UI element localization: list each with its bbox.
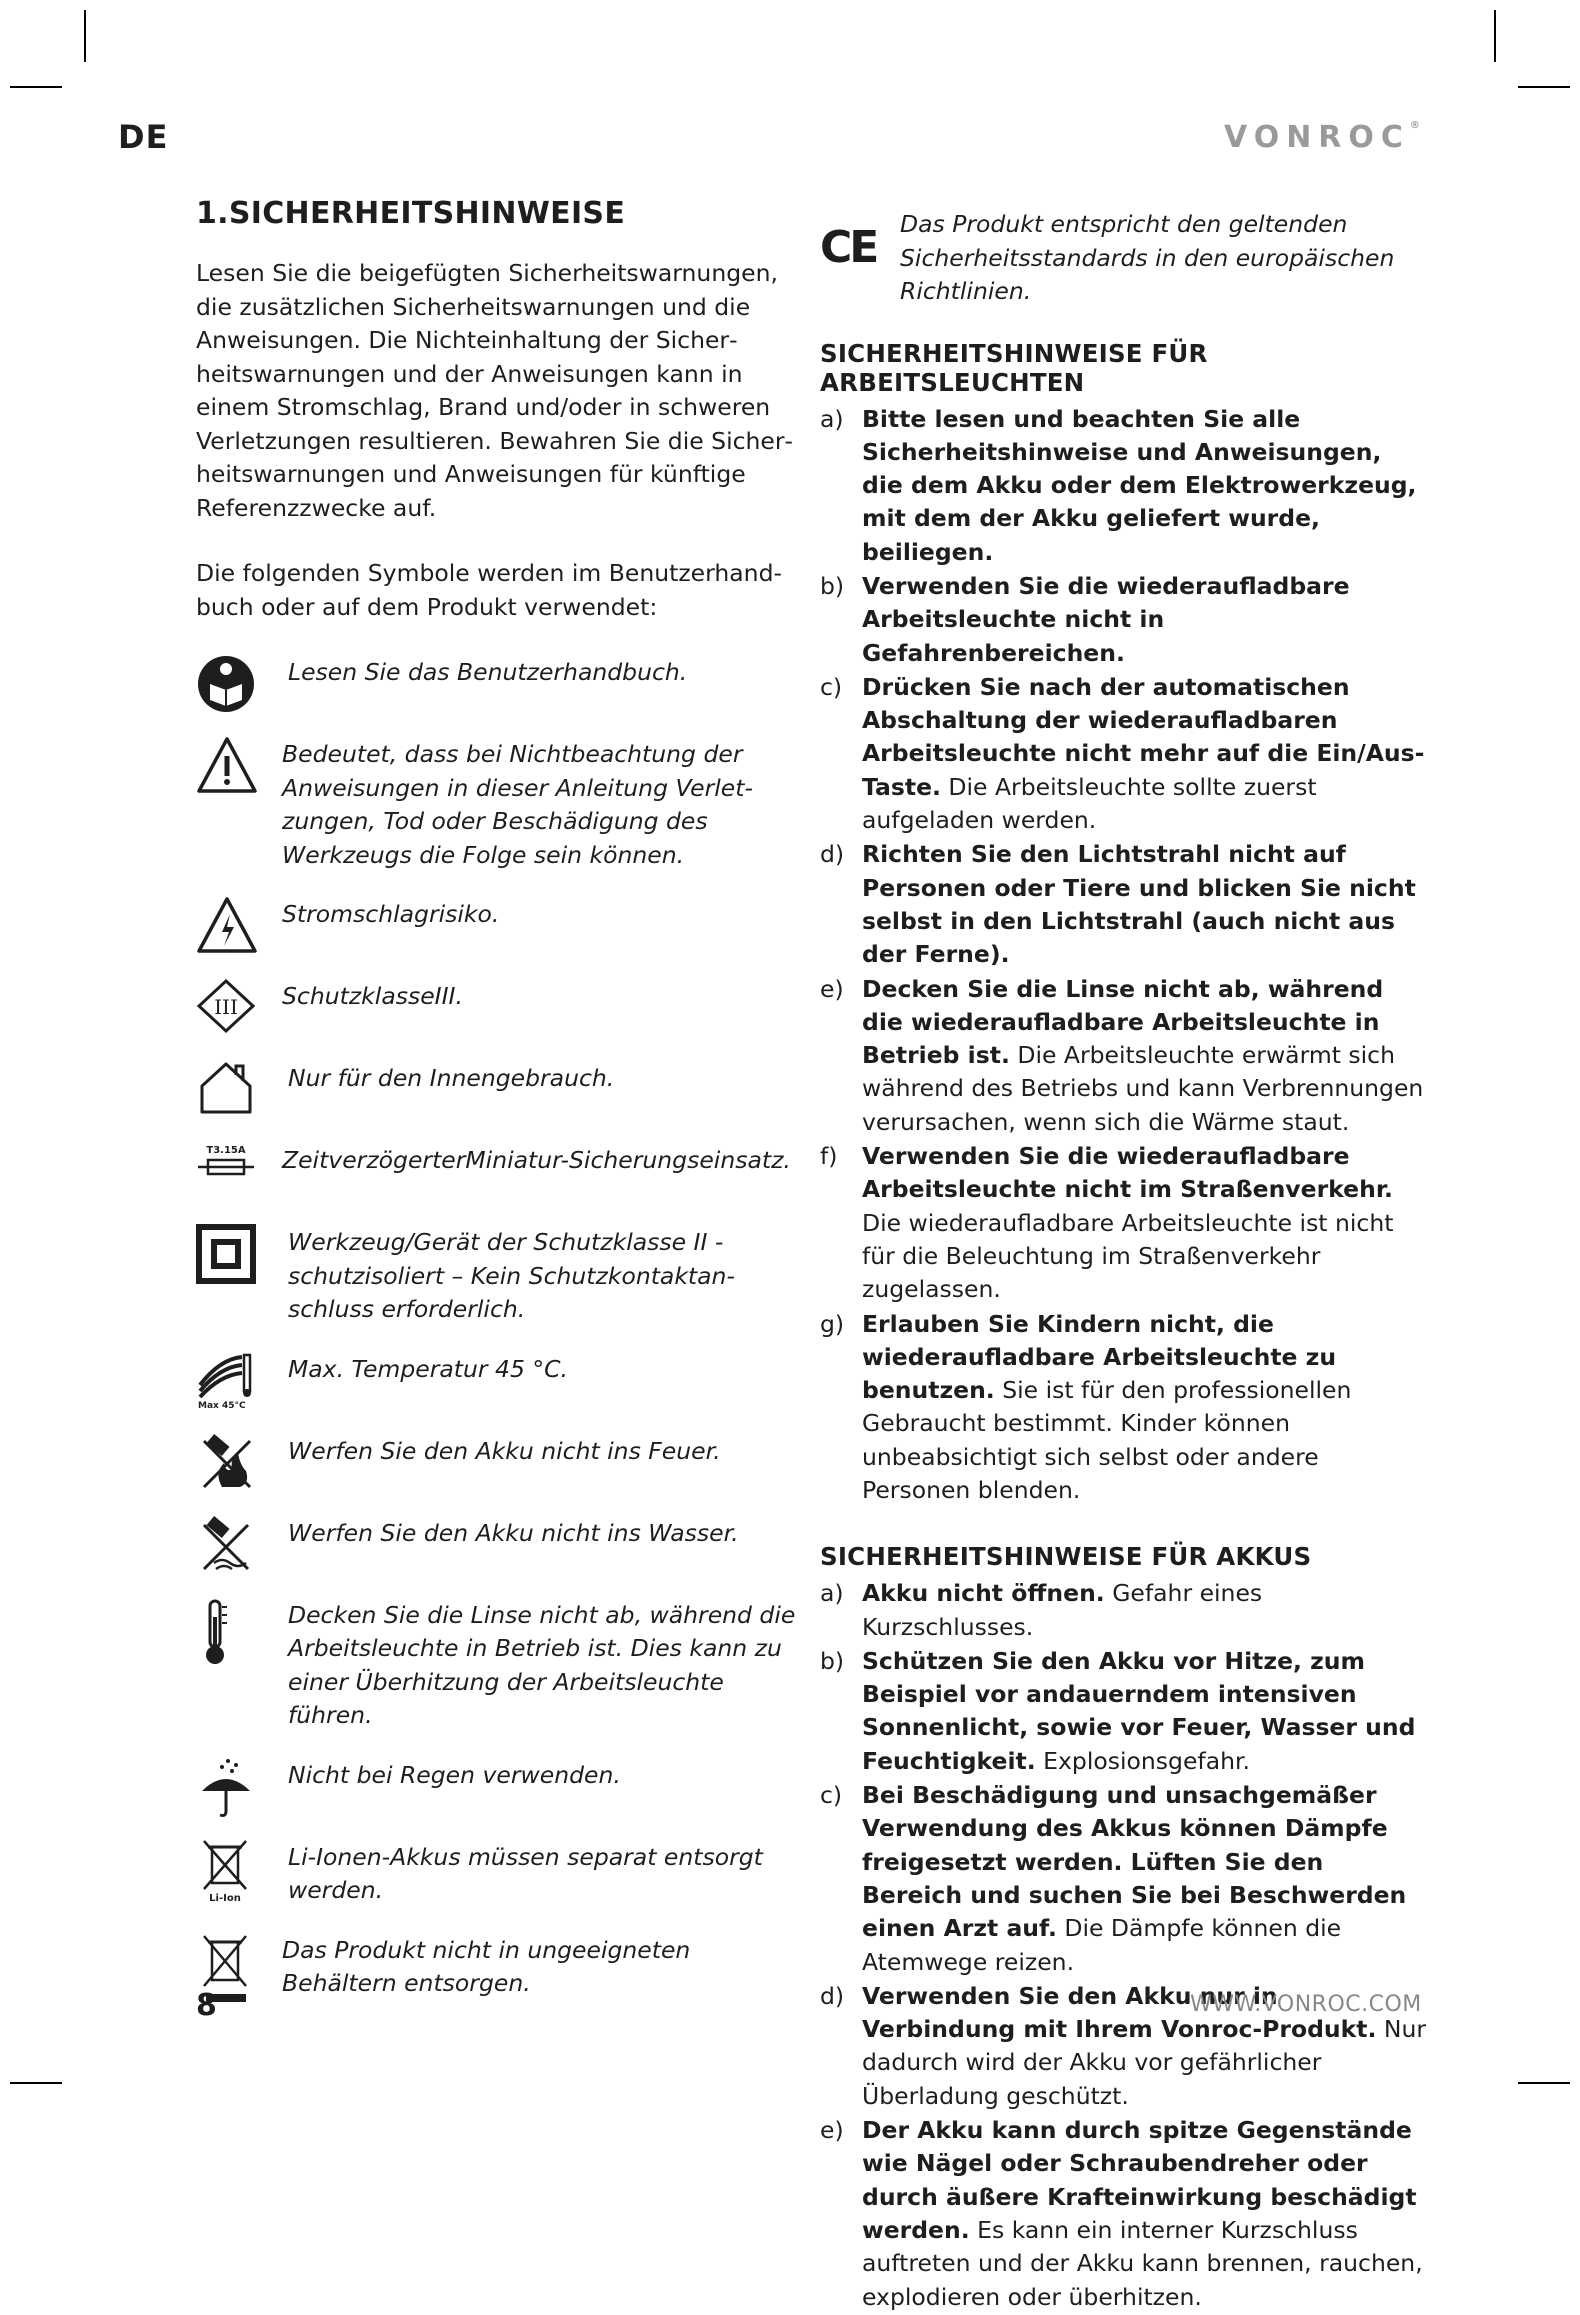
- indoor-use-icon: [196, 1060, 264, 1118]
- crop-mark: [1518, 86, 1570, 88]
- ce-statement: [820, 202, 1430, 309]
- crop-mark: [10, 2082, 62, 2084]
- item-bold-text: Der Akku kann durch spitze Gegenstände wie Nägel oder Schraubendreher oder durch äußere Krafteinwirkung beschädigt werden.: [862, 2116, 1417, 2244]
- no-rain-icon: [196, 1757, 264, 1815]
- item-normal-text: Explosionsgefahr.: [1035, 1746, 1250, 1775]
- symbol-row: [196, 1932, 806, 2001]
- protection-class-iii-icon: [196, 978, 264, 1036]
- item-bold-text: Erlauben Sie Kindern nicht, die wiederaufladbare Arbeitsleuchte zu benutzen.: [862, 1309, 1337, 1405]
- fuse-icon: [196, 1142, 264, 1200]
- li-ion-disposal-icon: [196, 1839, 264, 1904]
- item-label: d): [820, 1981, 845, 2010]
- battery-safety-heading: SICHERHEITSHINWEISE FÜR AKKUS: [820, 1542, 1312, 1572]
- crop-mark: [1494, 10, 1496, 62]
- safety-list-item: [820, 1577, 1430, 1644]
- symbol-description: Li-Ionen-Akkus müssen separat entsorgt werden.: [288, 1842, 763, 1904]
- symbol-description: ZeitverzögerterMiniatur-Sicherungseinsatz.: [282, 1146, 791, 1174]
- weee-bin-icon: [196, 1932, 264, 1990]
- symbol-row: [196, 1142, 806, 1200]
- ce-mark-icon: CE: [820, 222, 877, 273]
- symbol-row: [196, 1433, 806, 1491]
- symbol-row: [196, 1351, 806, 1409]
- li-ion-label: Li-Ion: [209, 1892, 241, 1904]
- item-normal-text: Nur dadurch wird der Akku vor gefährlicher Überladung geschützt.: [862, 2015, 1427, 2110]
- warning-icon: [196, 736, 264, 794]
- symbol-row: [196, 736, 806, 872]
- crop-mark: [84, 10, 86, 62]
- symbol-description: Werkzeug/Gerät der Schutzklasse II - schutzisoliert – Kein Schutzkontaktanschluss erforderlich.: [288, 1228, 735, 1323]
- symbol-description: Das Produkt nicht in ungeeigneten Behältern entsorgen.: [282, 1935, 691, 1997]
- safety-list-item: [820, 1308, 1430, 1508]
- item-bold-text: Schützen Sie den Akku vor Hitze, zum Beispiel vor andauerndem intensiven Sonnenlicht, sowie vor Feuer, Wasser und Feuchtigkeit.: [862, 1646, 1416, 1775]
- item-label: b): [820, 1646, 845, 1675]
- safety-list-item: [820, 570, 1430, 670]
- item-label: g): [820, 1309, 845, 1338]
- protection-class-ii-icon: [196, 1224, 264, 1282]
- symbol-row: [196, 1757, 806, 1815]
- symbol-row: [196, 1597, 806, 1733]
- item-text: [862, 570, 1430, 670]
- item-text: [862, 1140, 1430, 1306]
- symbol-description: Nicht bei Regen verwenden.: [288, 1760, 621, 1789]
- max-temperature-icon: [196, 1351, 264, 1409]
- safety-list-item: [820, 1140, 1430, 1306]
- item-bold-text: Bei Beschädigung und unsachgemäßer Verwendung des Akkus können Dämpfe freigesetzt werden. Lüften Sie den Bereich und suchen Sie bei Beschwerden einen Arzt auf.: [862, 1781, 1407, 1943]
- crop-mark: [10, 86, 62, 88]
- item-bold-text: Verwenden Sie den Akku nur in Verbindung mit Ihrem Vonroc-Produkt.: [862, 1981, 1377, 2044]
- symbol-description: Bedeutet, dass bei Nichtbeachtung der Anweisungen in dieser Anleitung Verletzungen, Tod oder Beschädigung des Werkzeugs die Folge sein können.: [282, 740, 753, 869]
- item-label: c): [820, 672, 843, 701]
- page-number: 8: [196, 1988, 217, 2023]
- symbol-description: Stromschlagrisiko.: [282, 900, 500, 928]
- symbol-description: Lesen Sie das Benutzerhandbuch.: [288, 658, 688, 686]
- worklight-safety-heading: SICHERHEITSHINWEISE FÜR ARBEITSLEUCHTEN: [820, 338, 1208, 397]
- ce-description: Das Produkt entspricht den geltenden Sicherheitsstandards in den europäischen Richtlinien.: [900, 210, 1395, 305]
- brand-name: VONROC: [1224, 120, 1410, 155]
- symbol-row: [196, 978, 806, 1036]
- symbol-row: [196, 896, 806, 954]
- safety-list-item: [820, 1645, 1430, 1778]
- safety-list-item: [820, 671, 1430, 837]
- item-label: c): [820, 1781, 843, 1810]
- page-title: 1.SICHERHEITSHINWEISE: [196, 196, 626, 231]
- item-normal-text: Die wiederaufladbare Arbeitsleuchte ist nicht für die Beleuchtung im Straßenverkehr zugelassen.: [862, 1208, 1394, 1304]
- fuse-rating-label: T3.15A: [206, 1145, 246, 1156]
- item-bold-text: Verwenden Sie die wiederaufladbare Arbeitsleuchte nicht in Gefahrenbereichen.: [862, 571, 1350, 667]
- item-bold-text: Richten Sie den Lichtstrahl nicht auf Personen oder Tiere und blicken Sie nicht selbst in den Lichtstrahl (auch nicht aus der Ferne).: [862, 840, 1416, 969]
- item-text: [862, 1779, 1430, 1979]
- worklight-safety-list: [820, 403, 1430, 1508]
- brand-logo: [1224, 120, 1420, 155]
- item-text: [862, 973, 1430, 1139]
- item-normal-text: Die Arbeitsleuchte sollte zuerst aufgeladen werden.: [862, 772, 1317, 835]
- item-text: [862, 1577, 1430, 1644]
- item-normal-text: Es kann ein interner Kurzschluss auftreten und der Akku kann brennen, rauchen, explodieren oder überhitzen.: [862, 2215, 1423, 2311]
- item-bold-text: Akku nicht öffnen.: [862, 1579, 1105, 1608]
- item-label: a): [820, 404, 844, 433]
- thermometer-icon: [196, 1597, 264, 1655]
- item-normal-text: Die Dämpfe können die Atemwege reizen.: [862, 1914, 1342, 1976]
- battery-safety-list: [820, 1577, 1430, 2314]
- symbol-description: SchutzklasseIII.: [282, 982, 463, 1010]
- intro-paragraph: Lesen Sie die beigefügten Sicherheitswarnungen, die zusätzlichen Sicherheitswarnungen und die Anweisungen. Die Nichteinhaltung der Sicherheitswarnungen und der Anweisungen kann in einem Stromschlag, Brand und/oder in schweren Verletzungen resultieren. Bewahren Sie die Sicherheitswarnungen und Anweisungen für künftige Referenzzwecke auf.: [196, 259, 794, 522]
- safety-list-item: [820, 403, 1430, 569]
- symbol-row: [196, 1224, 806, 1327]
- item-label: d): [820, 840, 845, 869]
- item-bold-text: Drücken Sie nach der automatischen Abschaltung der wiederaufladbaren Arbeitsleuchte nicht mehr auf die Ein/Aus-Taste.: [862, 672, 1425, 801]
- item-text: [862, 1645, 1430, 1778]
- language-label: DE: [118, 118, 169, 156]
- item-bold-text: Verwenden Sie die wiederaufladbare Arbeitsleuchte nicht im Straßenverkehr.: [862, 1142, 1393, 1204]
- item-text: [862, 2114, 1430, 2314]
- item-text: [862, 671, 1430, 837]
- symbol-description: Max. Temperatur 45 °C.: [288, 1354, 569, 1383]
- item-normal-text: Gefahr eines Kurzschlusses.: [862, 1579, 1263, 1641]
- website-url: WWW.VONROC.COM: [1190, 1992, 1422, 2017]
- safety-list-item: [820, 838, 1430, 971]
- no-fire-icon: [196, 1433, 264, 1491]
- symbol-row: [196, 1060, 806, 1118]
- symbol-description: Werfen Sie den Akku nicht ins Feuer.: [288, 1436, 721, 1465]
- safety-list-item: [820, 1779, 1430, 1979]
- crop-mark: [1518, 2082, 1570, 2084]
- item-text: [862, 403, 1430, 569]
- item-label: e): [820, 974, 844, 1003]
- protection-class-iii-label: III: [214, 995, 238, 1019]
- item-text: [862, 1308, 1430, 1508]
- item-bold-text: Decken Sie die Linse nicht ab, während die wiederaufladbare Arbeitsleuchte in Betrieb ist.: [862, 974, 1384, 1070]
- electric-shock-icon: [196, 896, 264, 954]
- symbol-row: [196, 654, 806, 712]
- left-column: [196, 196, 806, 2025]
- item-normal-text: Sie ist für den professionellen Gebraucht bestimmt. Kinder können unbeabsichtigt sich selbst oder andere Personen blenden.: [862, 1376, 1352, 1504]
- symbol-description: Werfen Sie den Akku nicht ins Wasser.: [288, 1518, 739, 1547]
- symbol-description: Decken Sie die Linse nicht ab, während die Arbeitsleuchte in Betrieb ist. Dies kann zu einer Überhitzung der Arbeitsleuchte führen.: [288, 1600, 796, 1729]
- item-label: a): [820, 1579, 844, 1608]
- item-label: b): [820, 571, 845, 600]
- symbol-row: [196, 1515, 806, 1573]
- safety-list-item: [820, 973, 1430, 1139]
- symbol-row: [196, 1839, 806, 1908]
- max-temperature-label: Max 45°C: [198, 1400, 246, 1409]
- registered-mark: ®: [1409, 120, 1420, 131]
- read-manual-icon: [196, 654, 264, 712]
- item-label: f): [820, 1142, 838, 1171]
- item-text: [862, 838, 1430, 971]
- item-normal-text: Die Arbeitsleuchte erwärmt sich während des Betriebs und kann Verbrennungen verursachen, wenn sich die Wärme staut.: [862, 1041, 1424, 1136]
- item-bold-text: Bitte lesen und beachten Sie alle Sicherheitshinweise und Anweisungen, die dem Akku oder dem Elektrowerkzeug, mit dem der Akku geliefert wurde, beiliegen.: [862, 404, 1417, 566]
- symbols-intro: Die folgenden Symbole werden im Benutzerhandbuch oder auf dem Produkt verwendet:: [196, 559, 782, 621]
- safety-list-item: [820, 2114, 1430, 2314]
- item-label: e): [820, 2116, 844, 2145]
- no-water-icon: [196, 1515, 264, 1573]
- symbol-description: Nur für den Innengebrauch.: [288, 1064, 615, 1092]
